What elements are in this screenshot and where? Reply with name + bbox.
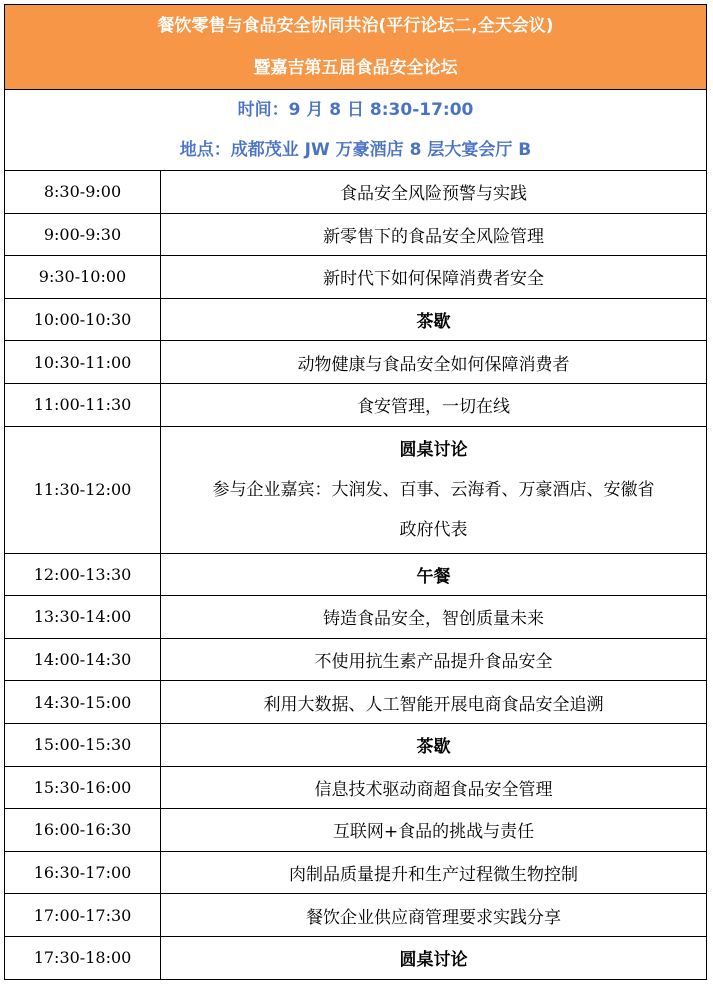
roundtable-label: 圆桌讨论: [399, 950, 468, 971]
table-row: [5, 767, 706, 810]
topic-cell: 食品安全风险预警与实践: [340, 184, 527, 205]
table-row: [5, 256, 706, 299]
topic-cell: 铸造食品安全，智创质量未来: [323, 609, 544, 630]
time-cell: 14:00-14:30: [5, 639, 161, 681]
topic-cell: 新时代下如何保障消费者安全: [323, 269, 544, 290]
time-cell: 9:00-9:30: [5, 214, 161, 256]
topic-cell: 信息技术驱动商超食品安全管理: [314, 779, 553, 800]
event-time: 时间：9 月 8 日 8:30-17:00: [237, 100, 474, 120]
event-info: [5, 90, 706, 171]
roundtable-guests: 参与企业嘉宾：大润发、百事、云海肴、万豪酒店、安徽省: [212, 479, 655, 500]
table-row: [5, 384, 706, 427]
table-row: [5, 852, 706, 895]
time-cell: 15:30-16:00: [5, 767, 161, 809]
table-row: [5, 809, 706, 852]
time-cell: 14:30-15:00: [5, 681, 161, 723]
time-cell: 10:30-11:00: [5, 341, 161, 383]
topic-cell: 肉制品质量提升和生产过程微生物控制: [289, 865, 578, 886]
table-row: [5, 596, 706, 639]
time-cell: 16:00-16:30: [5, 809, 161, 851]
table-row: [5, 894, 706, 937]
topic-cell: 不使用抗生素产品提升食品安全: [314, 652, 553, 673]
table-header: [5, 5, 706, 90]
topic-cell: 新零售下的食品安全风险管理: [323, 226, 544, 247]
time-cell: 15:00-15:30: [5, 724, 161, 766]
time-cell: 12:00-13:30: [5, 554, 161, 596]
title-line-2: 暨嘉吉第五届食品安全论坛: [253, 58, 458, 78]
time-cell: 17:30-18:00: [5, 937, 161, 979]
table-row: [5, 299, 706, 342]
time-cell: 8:30-9:00: [5, 171, 161, 213]
time-cell: 10:00-10:30: [5, 299, 161, 341]
event-location: 地点：成都茂业 JW 万豪酒店 8 层大宴会厅 B: [179, 140, 532, 160]
time-cell: 16:30-17:00: [5, 852, 161, 894]
topic-cell: 动物健康与食品安全如何保障消费者: [297, 354, 570, 375]
table-row: [5, 214, 706, 257]
title-line-1: 餐饮零售与食品安全协同共治(平行论坛二,全天会议): [157, 16, 554, 36]
table-row: [5, 724, 706, 767]
schedule-table: [4, 4, 707, 980]
break-label: 茶歇: [416, 312, 451, 333]
table-row: [5, 341, 706, 384]
topic-cell: 利用大数据、人工智能开展电商食品安全追溯: [263, 694, 604, 715]
time-cell: 11:00-11:30: [5, 384, 161, 426]
topic-cell: 餐饮企业供应商管理要求实践分享: [306, 907, 561, 928]
topic-cell: 互联网+食品的挑战与责任: [332, 822, 535, 843]
time-cell: 9:30-10:00: [5, 256, 161, 298]
table-row: [5, 171, 706, 214]
roundtable-label: 圆桌讨论: [399, 439, 468, 460]
table-row: [5, 427, 706, 554]
table-row: [5, 937, 706, 979]
time-cell: 13:30-14:00: [5, 596, 161, 638]
roundtable-guests-cont: 政府代表: [399, 519, 468, 540]
table-row: [5, 681, 706, 724]
topic-cell: 食安管理，一切在线: [357, 397, 510, 418]
table-row: [5, 554, 706, 597]
time-cell: 11:30-12:00: [5, 427, 161, 553]
time-cell: 17:00-17:30: [5, 894, 161, 936]
break-label: 茶歇: [416, 737, 451, 758]
table-row: [5, 639, 706, 682]
lunch-label: 午餐: [416, 566, 451, 587]
